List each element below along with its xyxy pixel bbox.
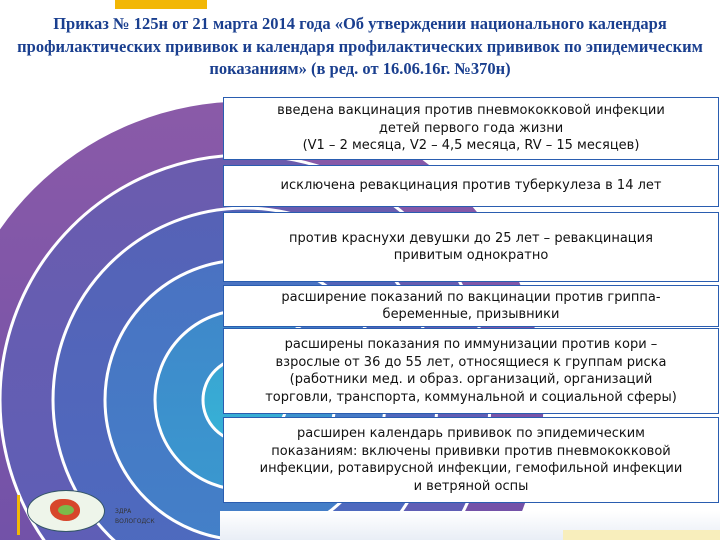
- list-item: [223, 97, 719, 160]
- item-text: расширен календарь прививок по эпидемическим показаниям: включены прививки против пневмококковой инфекции, ротавирусной инфекции, гемофильной инфекции и ветряной оспы: [259, 426, 683, 494]
- footer-line-2: ВОЛОГОДСК: [115, 518, 155, 525]
- page-title: Приказ № 125н от 21 марта 2014 года «Об утверждении национального календаря профилактических прививок и календаря профилактических прививок по эпидемическим показаниям» (в ред. от 16.06.16г. №370н): [17, 14, 703, 78]
- list-item: [223, 328, 719, 414]
- list-item: [223, 165, 719, 207]
- item-text: расширение показаний по вакцинации против гриппа- беременные, призывники: [281, 289, 661, 322]
- item-text: расширены показания по иммунизации против кори – взрослые от 36 до 55 лет, относящиеся к группам риска (работники мед. и образ. организаций, организаций торговли, транспорта, коммунальной и социальной сферы): [265, 337, 677, 405]
- item-text: введена вакцинация против пневмококковой инфекции детей первого года жизни (V1 – 2 месяца, V2 – 4,5 месяца, RV – 15 месяцев): [277, 103, 665, 154]
- top-accent-bar: [115, 0, 207, 9]
- footer-line-1: ЗДРА: [115, 508, 132, 515]
- list-item: [223, 417, 719, 503]
- item-text: исключена ревакцинация против туберкулеза в 14 лет: [280, 178, 662, 194]
- footer-accent-line: [17, 495, 20, 535]
- item-text: против краснухи девушки до 25 лет – ревакцинация привитым однократно: [289, 230, 653, 263]
- list-item: [223, 285, 719, 327]
- footer-yellow-bar: [563, 530, 720, 540]
- list-item: [223, 212, 719, 282]
- emblem-logo: [27, 490, 105, 532]
